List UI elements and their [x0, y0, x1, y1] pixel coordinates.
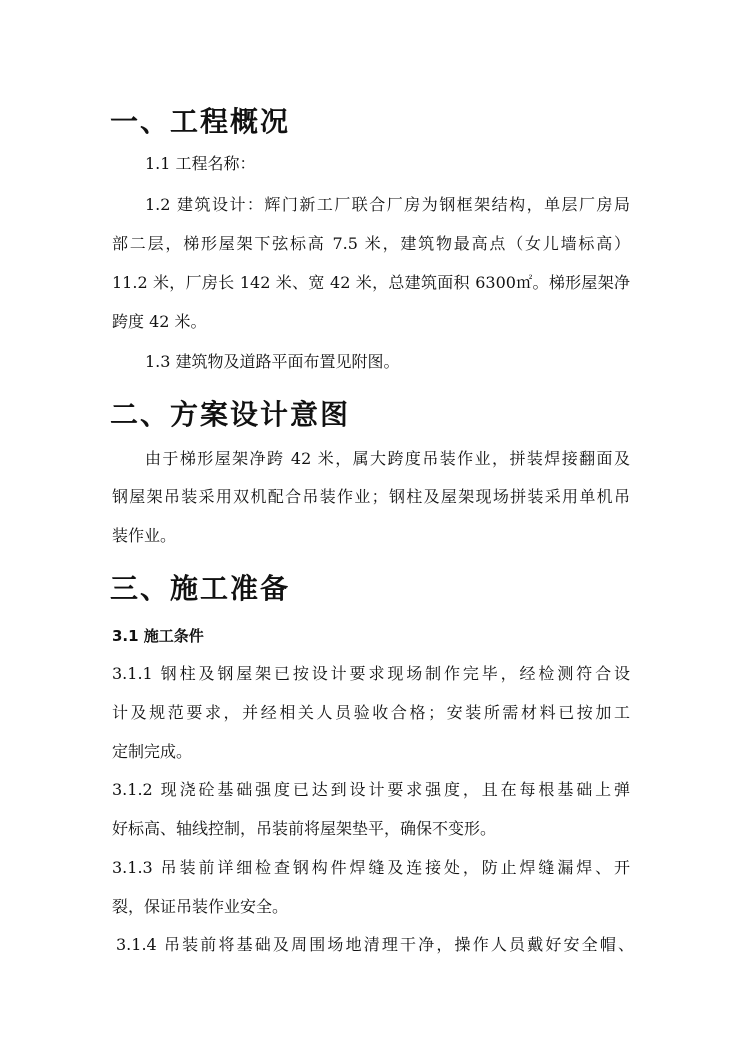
section-heading-1: 一、工程概况 [110, 105, 291, 138]
paragraph-3-1-4-line: 3.1.4 吊装前将基础及周围场地清理干净，操作人员戴好安全帽、 [116, 935, 634, 954]
paragraph-3-1-2-line: 3.1.2 现浇砼基础强度已达到设计要求强度，且在每根基础上弹 [112, 780, 630, 799]
section-heading-3: 三、施工准备 [110, 572, 291, 605]
paragraph-1-2-line: 1.2 建筑设计：辉门新工厂联合厂房为钢框架结构，单层厂房局 [145, 195, 630, 214]
paragraph-2-line: 由于梯形屋架净跨 42 米，属大跨度吊装作业，拼装焊接翻面及 [145, 449, 630, 468]
paragraph-3-1-1-line: 计及规范要求，并经相关人员验收合格；安装所需材料已按加工 [112, 703, 630, 722]
section-heading-2: 二、方案设计意图 [110, 398, 351, 431]
paragraph-3-1-1-line: 3.1.1 钢柱及钢屋架已按设计要求现场制作完毕，经检测符合设 [112, 664, 630, 683]
sub-heading-3-1: 3.1 施工条件 [112, 627, 204, 645]
paragraph-1-2-line: 部二层，梯形屋架下弦标高 7.5 米，建筑物最高点（女儿墙标高） [112, 234, 630, 253]
paragraph-3-1-3-line: 3.1.3 吊装前详细检查钢构件焊缝及连接处，防止焊缝漏焊、开 [112, 858, 630, 877]
paragraph-2-line: 钢屋架吊装采用双机配合吊装作业；钢柱及屋架现场拼装采用单机吊 [112, 487, 630, 506]
paragraph-3-1-2-line: 好标高、轴线控制，吊装前将屋架垫平，确保不变形。 [112, 819, 497, 838]
paragraph-1-2-line: 11.2 米，厂房长 142 米、宽 42 米，总建筑面积 6300㎡。梯形屋架净 [112, 273, 630, 292]
paragraph-2-line: 装作业。 [112, 526, 177, 545]
paragraph-1-3: 1.3 建筑物及道路平面布置见附图。 [145, 352, 400, 371]
paragraph-1-2-line: 跨度 42 米。 [112, 312, 207, 331]
paragraph-3-1-3-line: 裂，保证吊装作业安全。 [112, 897, 289, 916]
paragraph-3-1-1-line: 定制完成。 [112, 742, 193, 761]
paragraph-1-1: 1.1 工程名称： [145, 154, 256, 173]
